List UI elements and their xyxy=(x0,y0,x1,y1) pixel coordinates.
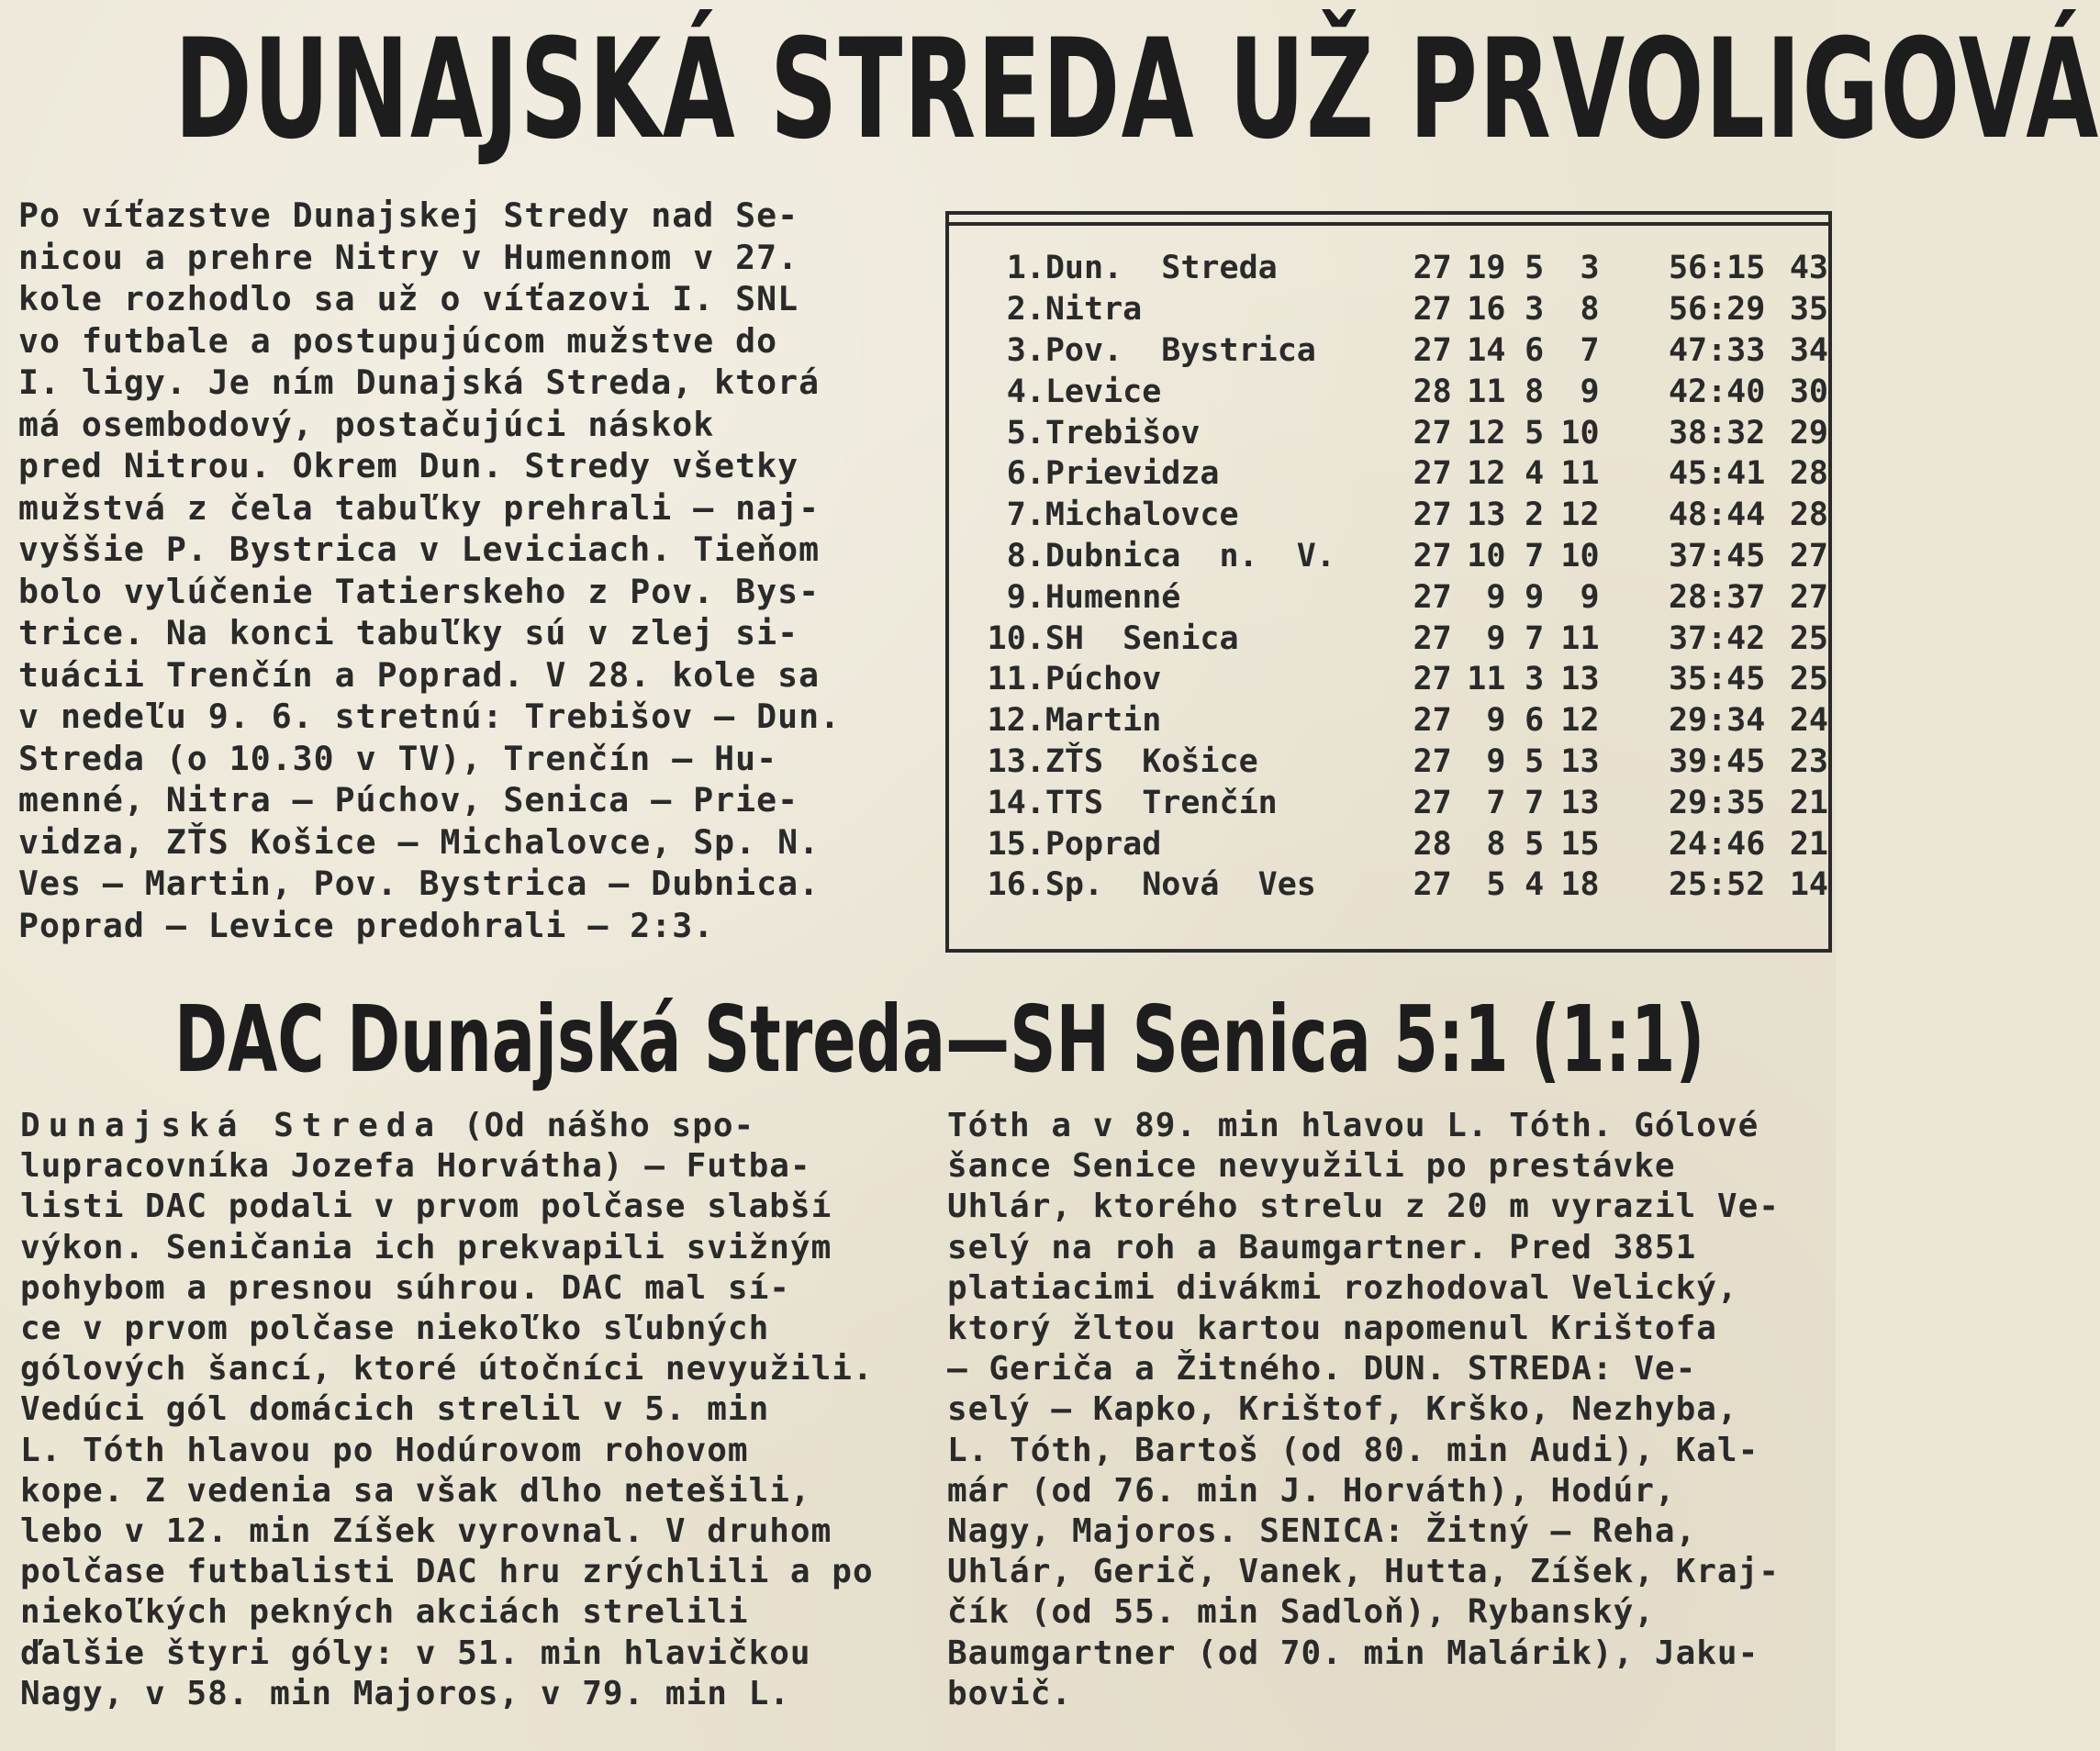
standings-wins: 12 xyxy=(1467,414,1506,452)
standings-played: 27 xyxy=(1413,250,1452,287)
league-standings-table xyxy=(982,248,1828,906)
standings-draws: 4 xyxy=(1525,866,1545,904)
standings-played: 27 xyxy=(1413,866,1452,904)
standings-losses: 13 xyxy=(1560,742,1600,780)
standings-wins: 9 xyxy=(1486,742,1506,780)
standings-team: Pov. Bystrica xyxy=(1044,331,1316,369)
standings-team: Dun. Streda xyxy=(1044,250,1278,287)
standings-row xyxy=(982,371,1828,412)
standings-draws: 9 xyxy=(1525,578,1545,616)
standings-losses: 9 xyxy=(1580,373,1600,410)
standings-position: 13. xyxy=(987,742,1045,780)
standings-draws: 7 xyxy=(1525,537,1545,574)
standings-points: 27 xyxy=(1789,537,1828,574)
standings-losses: 12 xyxy=(1560,496,1600,534)
standings-position: 15. xyxy=(987,825,1045,863)
standings-played: 27 xyxy=(1413,291,1452,329)
standings-wins: 10 xyxy=(1467,537,1506,574)
standings-row xyxy=(982,495,1828,536)
standings-row xyxy=(982,823,1828,864)
standings-wins: 16 xyxy=(1467,291,1506,329)
standings-team: Poprad xyxy=(1044,825,1162,863)
standings-played: 27 xyxy=(1413,496,1452,534)
standings-losses: 10 xyxy=(1560,414,1600,452)
standings-row xyxy=(982,700,1828,742)
standings-draws: 3 xyxy=(1525,291,1545,329)
standings-played: 27 xyxy=(1413,578,1452,616)
standings-wins: 11 xyxy=(1467,661,1506,698)
standings-position: 5. xyxy=(1006,414,1045,452)
standings-draws: 7 xyxy=(1525,784,1545,821)
standings-score: 37:45 xyxy=(1668,537,1766,574)
standings-position: 1. xyxy=(1006,250,1045,287)
standings-draws: 2 xyxy=(1525,496,1545,534)
match-headline: DAC Dunajská Streda—SH Senica 5:1 (1:1) xyxy=(174,986,1705,1093)
standings-row xyxy=(982,536,1828,577)
standings-points: 27 xyxy=(1789,578,1828,616)
standings-position: 3. xyxy=(1006,331,1045,369)
standings-points: 25 xyxy=(1789,619,1828,657)
standings-points: 35 xyxy=(1789,291,1828,329)
standings-wins: 14 xyxy=(1467,331,1506,369)
standings-body xyxy=(982,248,1828,906)
standings-row xyxy=(982,453,1828,495)
standings-draws: 4 xyxy=(1525,455,1545,493)
standings-points: 30 xyxy=(1789,373,1828,410)
standings-losses: 15 xyxy=(1560,825,1600,863)
standings-draws: 5 xyxy=(1525,250,1545,287)
standings-points: 28 xyxy=(1789,455,1828,493)
standings-score: 56:29 xyxy=(1668,291,1766,329)
standings-played: 27 xyxy=(1413,784,1452,821)
standings-played: 27 xyxy=(1413,537,1452,574)
standings-losses: 9 xyxy=(1580,578,1600,616)
standings-team: ZŤS Košice xyxy=(1044,742,1258,780)
standings-points: 24 xyxy=(1789,702,1828,740)
match-report-left-column xyxy=(20,1106,901,1714)
standings-played: 27 xyxy=(1413,702,1452,740)
standings-played: 27 xyxy=(1413,661,1452,698)
standings-team: Púchov xyxy=(1044,661,1162,698)
standings-position: 4. xyxy=(1006,373,1045,410)
standings-played: 28 xyxy=(1413,373,1452,410)
standings-draws: 5 xyxy=(1525,414,1545,452)
standings-draws: 7 xyxy=(1525,619,1545,657)
standings-played: 27 xyxy=(1413,455,1452,493)
standings-row xyxy=(982,659,1828,700)
lead-article-text: Po víťazstve Dunajskej Stredy nad Se- nicou a prehre Nitry v Humennom v 27. kole rozhodlo sa už o víťazovi I. SNL vo futbale a postupujúcom mužstve do I. ligy. Je ním Dunajská Streda, ktorá má osembodový, postačujúci náskok pred Nitrou. Okrem Dun. Stredy všetky mužstvá z čela tabuľky prehrali — naj- vyššie P. Bystrica v Leviciach. Tieňom bolo vylúčenie Tatierskeho z Pov. Bys- trice. Na konci tabuľky sú v zlej si- tuácii Trenčín a Poprad. V 28. kole sa v nedeľu 9. 6. stretnú: Trebišov — Dun. Streda (o 10.30 v TV), Trenčín — Hu- menné, Nitra — Púchov, Senica — Prie- vidza, ZŤS Košice — Michalovce, Sp. N. Ves — Martin, Pov. Bystrica — Dubnica. Poprad — Levice predohrali — 2:3. xyxy=(18,195,842,945)
league-standings-box xyxy=(945,211,1832,953)
standings-position: 14. xyxy=(987,784,1045,821)
standings-team: Humenné xyxy=(1044,578,1181,616)
report-dateline: Dunajská Streda xyxy=(20,1107,443,1144)
standings-score: 47:33 xyxy=(1668,331,1766,369)
standings-losses: 10 xyxy=(1560,537,1600,574)
standings-row xyxy=(982,742,1828,783)
standings-losses: 8 xyxy=(1580,291,1600,329)
standings-played: 27 xyxy=(1413,742,1452,780)
standings-score: 35:45 xyxy=(1668,661,1766,698)
standings-score: 56:15 xyxy=(1668,250,1766,287)
standings-wins: 8 xyxy=(1486,825,1506,863)
standings-position: 7. xyxy=(1006,496,1045,534)
standings-points: 28 xyxy=(1789,496,1828,534)
standings-score: 45:41 xyxy=(1668,455,1766,493)
standings-row xyxy=(982,248,1828,289)
standings-wins: 19 xyxy=(1467,250,1506,287)
standings-wins: 9 xyxy=(1486,619,1506,657)
standings-wins: 7 xyxy=(1486,784,1506,821)
standings-losses: 18 xyxy=(1560,866,1600,904)
standings-wins: 9 xyxy=(1486,578,1506,616)
standings-played: 27 xyxy=(1413,414,1452,452)
standings-position: 6. xyxy=(1006,455,1045,493)
standings-score: 48:44 xyxy=(1668,496,1766,534)
standings-row xyxy=(982,618,1828,659)
standings-row xyxy=(982,330,1828,372)
standings-points: 14 xyxy=(1789,866,1828,904)
standings-team: Trebišov xyxy=(1044,414,1201,452)
standings-score: 42:40 xyxy=(1668,373,1766,410)
standings-losses: 13 xyxy=(1560,661,1600,698)
standings-wins: 11 xyxy=(1467,373,1506,410)
standings-score: 25:52 xyxy=(1668,866,1766,904)
standings-position: 8. xyxy=(1006,537,1045,574)
standings-team: Nitra xyxy=(1044,291,1143,329)
main-headline: DUNAJSKÁ STREDA UŽ PRVOLIGOVÁ xyxy=(174,10,2100,170)
standings-points: 21 xyxy=(1789,784,1828,821)
standings-row xyxy=(982,864,1828,906)
standings-draws: 8 xyxy=(1525,373,1545,410)
standings-draws: 6 xyxy=(1525,331,1545,369)
standings-position: 9. xyxy=(1006,578,1045,616)
standings-losses: 11 xyxy=(1560,619,1600,657)
match-report-right-column: Tóth a v 89. min hlavou L. Tóth. Gólové šance Senice nevyužili po prestávke Uhlár, ktorého strelu z 20 m vyrazil Ve- selý na roh a Baumgartner. Pred 3851 platiacimi divákmi rozhodoval Velický, ktorý žltou kartou napomenul Krištofa — Geriča a Žitného. DUN. STREDA: Ve- selý — Kapko, Krištof, Krško, Nezhyba, L. Tóth, Bartoš (od 80. min Audi), Kal- már (od 76. min J. Horváth), Hodúr, Nagy, Majoros. SENICA: Žitný — Reha, Uhlár, Gerič, Vanek, Hutta, Zíšek, Kraj- čík (od 55. min Sadloň), Rybanský, Baumgartner (od 70. min Malárik), Jaku- bovič. xyxy=(947,1107,1780,1712)
standings-score: 38:32 xyxy=(1668,414,1766,452)
standings-played: 28 xyxy=(1413,825,1452,863)
standings-position: 11. xyxy=(987,661,1045,698)
standings-losses: 13 xyxy=(1560,784,1600,821)
standings-score: 24:46 xyxy=(1668,825,1766,863)
standings-points: 25 xyxy=(1789,661,1828,698)
standings-team: Michalovce xyxy=(1044,496,1239,534)
standings-position: 2. xyxy=(1006,291,1045,329)
standings-draws: 5 xyxy=(1525,742,1545,780)
standings-played: 27 xyxy=(1413,331,1452,369)
standings-score: 39:45 xyxy=(1668,742,1766,780)
standings-score: 37:42 xyxy=(1668,619,1766,657)
standings-wins: 9 xyxy=(1486,702,1506,740)
standings-losses: 7 xyxy=(1580,331,1600,369)
standings-team: TTS Trenčín xyxy=(1044,784,1278,821)
standings-points: 21 xyxy=(1789,825,1828,863)
standings-team: Prievidza xyxy=(1044,455,1220,493)
standings-wins: 12 xyxy=(1467,455,1506,493)
standings-points: 34 xyxy=(1789,331,1828,369)
standings-score: 28:37 xyxy=(1668,578,1766,616)
standings-row xyxy=(982,289,1828,330)
standings-score: 29:35 xyxy=(1668,784,1766,821)
standings-team: Levice xyxy=(1044,373,1162,410)
standings-score: 29:34 xyxy=(1668,702,1766,740)
standings-points: 43 xyxy=(1789,250,1828,287)
standings-team: Martin xyxy=(1044,702,1162,740)
standings-losses: 11 xyxy=(1560,455,1600,493)
standings-team: Sp. Nová Ves xyxy=(1044,866,1316,904)
standings-wins: 13 xyxy=(1467,496,1506,534)
standings-points: 29 xyxy=(1789,414,1828,452)
report-left-text: (Od nášho spo- lupracovníka Jozefa Horvátha) — Futba- listi DAC podali v prvom polčase slabší výkon. Seničania ich prekvapili svižným pohybom a presnou súhrou. DAC mal sí- ce v prvom polčase niekoľko sľubných gólových šancí, ktoré útočníci nevyužili. Vedúci gól domácich strelil v 5. min L. Tóth hlavou po Hodúrovom rohovom kope. Z vedenia sa však dlho netešili, lebo v 12. min Zíšek vyrovnal. V druhom polčase futbalisti DAC hru zrýchlili a po niekoľkých pekných akciách strelili ďalšie štyri góly: v 51. min hlavičkou Nagy, v 58. min Majoros, v 79. min L. xyxy=(20,1107,874,1712)
standings-played: 27 xyxy=(1413,619,1452,657)
standings-points: 23 xyxy=(1789,742,1828,780)
standings-draws: 6 xyxy=(1525,702,1545,740)
standings-wins: 5 xyxy=(1486,866,1506,904)
standings-row xyxy=(982,782,1828,823)
standings-row xyxy=(982,412,1828,453)
standings-losses: 3 xyxy=(1580,250,1600,287)
standings-row xyxy=(982,576,1828,618)
standings-draws: 5 xyxy=(1525,825,1545,863)
standings-position: 10. xyxy=(987,619,1045,657)
standings-position: 12. xyxy=(987,702,1045,740)
standings-team: Dubnica n. V. xyxy=(1044,537,1335,574)
standings-losses: 12 xyxy=(1560,702,1600,740)
standings-position: 16. xyxy=(987,866,1045,904)
standings-team: SH Senica xyxy=(1044,619,1239,657)
standings-draws: 3 xyxy=(1525,661,1545,698)
